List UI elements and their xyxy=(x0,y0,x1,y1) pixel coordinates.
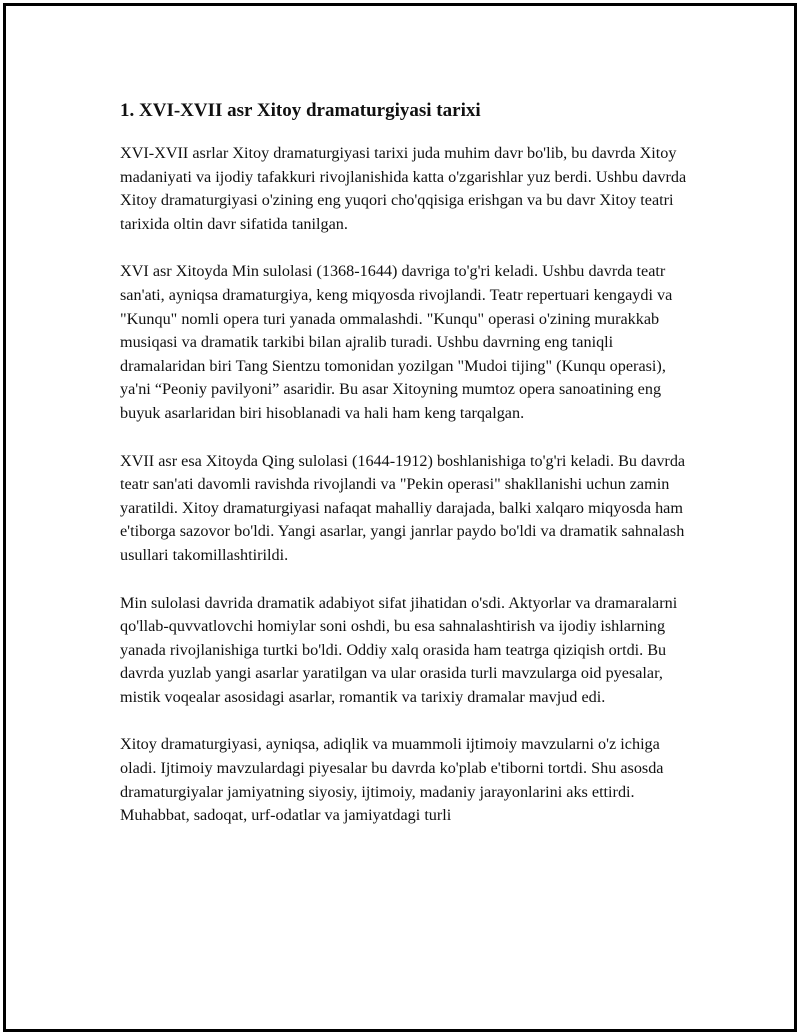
paragraph-3: XVII asr esa Xitoyda Qing sulolasi (1644-1912) boshlanishiga to'g'ri keladi. Bu davrda teatr san'ati davomli ravishda rivojlandi va "Pekin operasi" shakllanishi uchun zamin yaratildi. Xitoy dramaturgiyasi nafaqat mahalliy darajada, balki xalqaro miqyosda ham e'tiborga sazovor bo'ldi. Yangi asarlar, yangi janrlar paydo bo'ldi va dramatik sahnalash usullari takomillashtirildi. xyxy=(120,451,686,564)
paragraph-1: XVI-XVII asrlar Xitoy dramaturgiyasi tarixi juda muhim davr bo'lib, bu davrda Xitoy madaniyati va ijodiy tafakkuri rivojlanishida katta o'zgarishlar yuz berdi. Ushbu davrda Xitoy dramaturgiyasi o'zining eng yuqori cho'qqisiga erishgan va bu davr Xitoy teatri tarixida oltin davr sifatida tanilgan. xyxy=(120,144,687,233)
paragraph-2: XVI asr Xitoyda Min sulolasi (1368-1644) davriga to'g'ri keladi. Ushbu davrda teatr san'ati, ayniqsa dramaturgiya, keng miqyosda rivojlandi. Teatr repertuari kengaydi va "Kunqu" nomli opera turi yanada ommalashdi. "Kunqu" operasi o'zining murakkab musiqasi va dramatik tarkibi bilan ajralib turadi. Ushbu davrning eng taniqli dramalaridan biri Tang Sientzu tomonidan yozilgan "Mudoi tijing" (Kunqu operasi), ya'ni “Peoniy pavilyoni” asaridir. Bu asar Xitoyning mumtoz opera sanoatining eng buyuk asarlaridan biri hisoblanadi va hali ham keng tarqalgan. xyxy=(120,262,673,422)
paragraph-4: Min sulolasi davrida dramatik adabiyot sifat jihatidan o'sdi. Aktyorlar va dramaralarni qo'llab-quvvatlovchi homiylar soni oshdi, bu esa sahnalashtirish va ijodiy ishlarning yanada rivojlanishiga turtki bo'ldi. Oddiy xalq orasida ham teatrga qiziqish ortdi. Bu davrda yuzlab yangi asarlar yaratilgan va ular orasida turli mavzularga oid pyesalar, mistik voqealar asosidagi asarlar, romantik va tarixiy dramalar mavjud edi. xyxy=(120,593,678,706)
paragraph-5: Xitoy dramaturgiyasi, ayniqsa, adiqlik va muammoli ijtimoiy mavzularni o'z ichiga oladi. Ijtimoiy mavzulardagi piyesalar bu davrda ko'plab e'tiborni tortdi. Shu asosda dramaturgiyalar jamiyatning siyosiy, ijtimoiy, madaniy jarayonlarini aks ettirdi. Muhabbat, sadoqat, urf-odatlar va jamiyatdagi turli xyxy=(120,735,664,825)
section-heading: 1. XVI-XVII asr Xitoy dramaturgiyasi tarixi xyxy=(120,100,481,121)
document-page xyxy=(3,3,797,1032)
document-body xyxy=(120,92,690,852)
